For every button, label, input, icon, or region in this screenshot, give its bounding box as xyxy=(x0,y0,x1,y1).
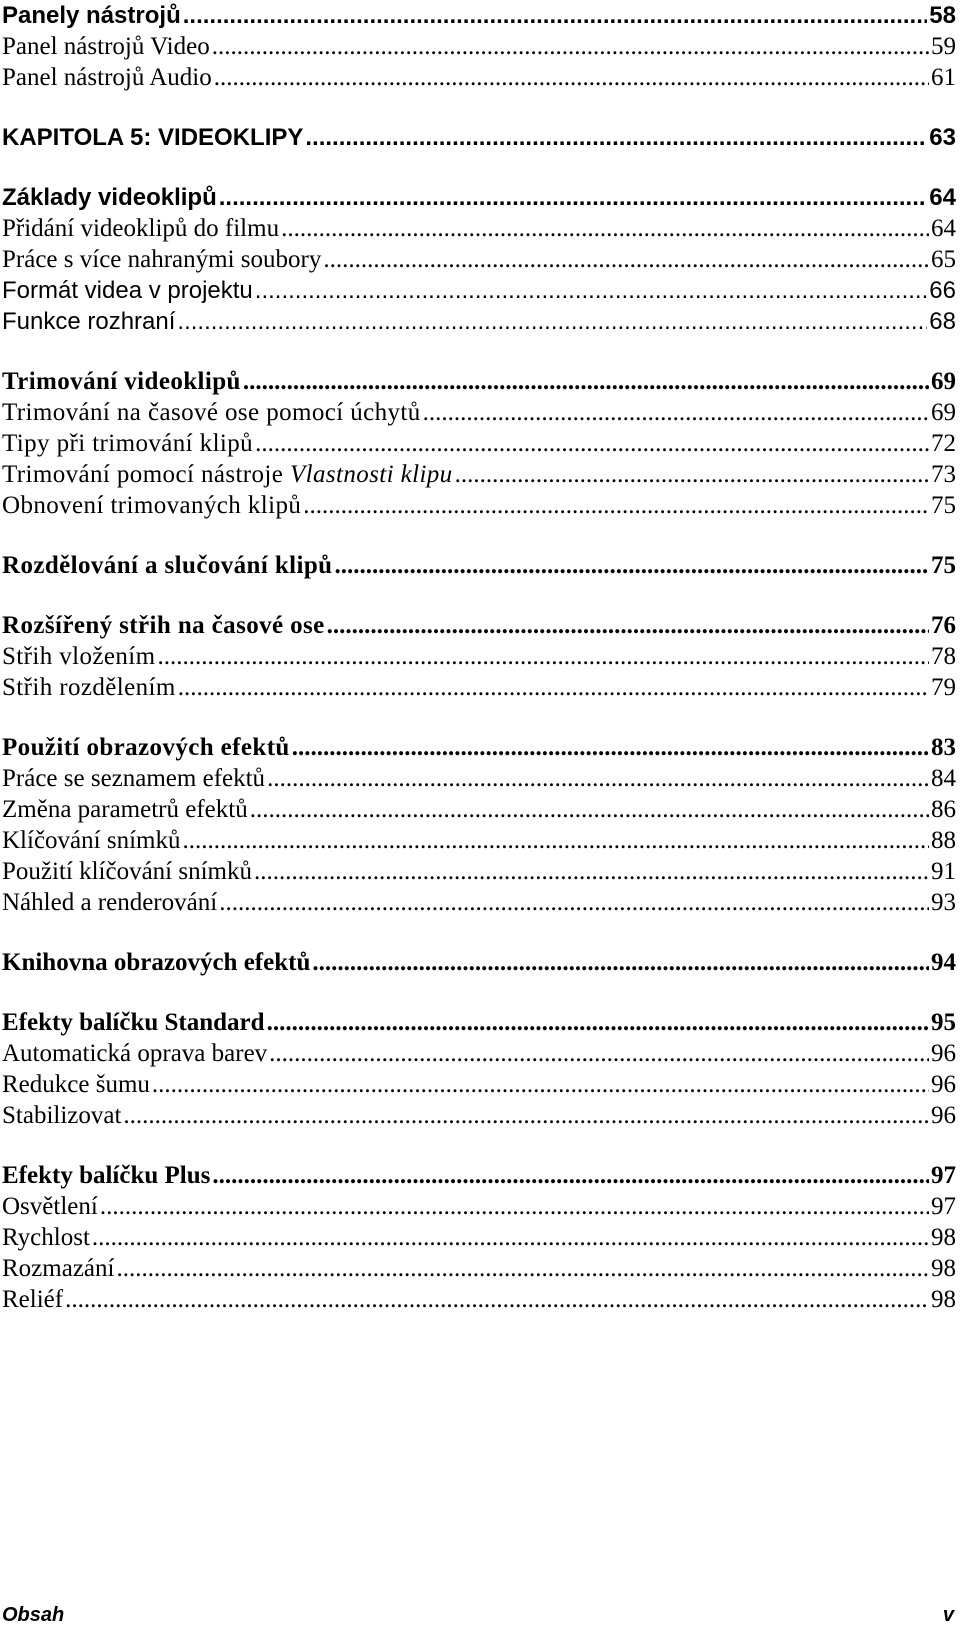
dot-leader xyxy=(158,641,929,672)
dot-leader xyxy=(312,947,929,978)
toc-entry[interactable] xyxy=(2,0,956,31)
toc-page-number: 66 xyxy=(929,277,956,304)
toc-entry[interactable] xyxy=(2,244,956,275)
toc-entry-title: KAPITOLA 5: VIDEOKLIPY xyxy=(2,124,304,151)
toc-entry-title: Práce s více nahranými soubory xyxy=(2,246,322,273)
dot-leader xyxy=(327,610,929,641)
toc-entry-title: Rozmazání xyxy=(2,1255,115,1282)
toc-page-number: 63 xyxy=(929,124,956,151)
toc-page-number: 58 xyxy=(929,2,956,29)
toc-entry[interactable] xyxy=(2,459,956,490)
toc-chapter-entry[interactable] xyxy=(2,122,956,153)
toc-entry[interactable] xyxy=(2,490,956,521)
toc-page-number: 95 xyxy=(931,1009,956,1036)
dot-leader xyxy=(65,1284,929,1315)
dot-leader xyxy=(219,887,929,918)
toc-entry-title: Střih rozdělením xyxy=(2,674,176,701)
toc-entry[interactable] xyxy=(2,275,956,306)
dot-leader xyxy=(255,275,928,306)
toc-entry[interactable] xyxy=(2,213,956,244)
toc-page-number: 65 xyxy=(931,246,956,273)
toc-entry[interactable] xyxy=(2,1284,956,1315)
toc-entry-title: Knihovna obrazových efektů xyxy=(2,949,311,976)
dot-leader xyxy=(305,122,927,153)
dot-leader xyxy=(267,1007,929,1038)
toc-entry[interactable] xyxy=(2,763,956,794)
toc-section-entry[interactable] xyxy=(2,550,956,581)
toc-section-entry[interactable] xyxy=(2,366,956,397)
toc-page-number: 98 xyxy=(931,1255,956,1282)
toc-entry-title: Rozšířený střih na časové ose xyxy=(2,612,325,639)
toc-entry[interactable] xyxy=(2,1100,956,1131)
dot-leader xyxy=(123,1100,929,1131)
dot-leader xyxy=(212,1160,929,1191)
toc-entry[interactable] xyxy=(2,1069,956,1100)
toc-entry[interactable] xyxy=(2,672,956,703)
toc-section-entry[interactable] xyxy=(2,947,956,978)
dot-leader xyxy=(269,1038,929,1069)
toc-page-number: 83 xyxy=(931,734,956,761)
toc-entry[interactable] xyxy=(2,1038,956,1069)
toc-page-number: 76 xyxy=(931,612,956,639)
toc-entry-title: Tipy při trimování klipů xyxy=(2,430,254,457)
dot-leader xyxy=(116,1253,929,1284)
dot-leader xyxy=(254,856,929,887)
toc-entry-title: Základy videoklipů xyxy=(2,184,217,211)
toc-entry[interactable] xyxy=(2,1253,956,1284)
dot-leader xyxy=(182,825,929,856)
toc-entry-title: Osvětlení xyxy=(2,1193,98,1220)
toc-section-entry[interactable] xyxy=(2,182,956,213)
toc-page-number: 97 xyxy=(931,1162,956,1189)
toc-entry-title: Funkce rozhraní xyxy=(2,308,176,335)
toc-entry-title: Efekty balíčku Plus xyxy=(2,1162,211,1189)
toc-entry[interactable] xyxy=(2,306,956,337)
toc-page-number: 86 xyxy=(931,796,956,823)
dot-leader xyxy=(178,672,929,703)
toc-entry-title: Střih vložením xyxy=(2,643,156,670)
toc-entry-title: Efekty balíčku Standard xyxy=(2,1009,265,1036)
dot-leader xyxy=(292,732,929,763)
toc-page-number: 64 xyxy=(931,215,956,242)
dot-leader xyxy=(152,1069,929,1100)
toc-page-number: 96 xyxy=(931,1071,956,1098)
toc-entry[interactable] xyxy=(2,794,956,825)
toc-page-number: 98 xyxy=(931,1224,956,1251)
toc-page-number: 72 xyxy=(931,430,956,457)
toc-entry-title: Trimování pomocí nástroje Vlastnosti klipu xyxy=(2,461,453,488)
dot-leader xyxy=(183,0,928,31)
toc-page-number: 93 xyxy=(931,889,956,916)
toc-page-number: 75 xyxy=(931,552,956,579)
dot-leader xyxy=(92,1222,929,1253)
toc-entry[interactable] xyxy=(2,428,956,459)
toc-page-number: 61 xyxy=(931,64,956,91)
toc-page-number: 59 xyxy=(931,33,956,60)
toc-page-number: 73 xyxy=(931,461,956,488)
dot-leader xyxy=(281,213,929,244)
footer-page-number: v xyxy=(942,1604,954,1626)
toc-entry-title: Panel nástrojů Video xyxy=(2,33,210,60)
dot-leader xyxy=(334,550,929,581)
toc-section-entry[interactable] xyxy=(2,1160,956,1191)
toc-entry-title: Panely nástrojů xyxy=(2,2,181,29)
toc-entry-title: Panel nástrojů Audio xyxy=(2,64,212,91)
dot-leader xyxy=(243,366,929,397)
dot-leader xyxy=(423,397,929,428)
toc-entry-title: Redukce šumu xyxy=(2,1071,150,1098)
toc-entry-title-italic: Vlastnosti klipu xyxy=(289,461,453,488)
toc-entry-title: Automatická oprava barev xyxy=(2,1040,268,1067)
toc-page-number: 88 xyxy=(931,827,956,854)
toc-entry[interactable] xyxy=(2,397,956,428)
toc-page-number: 69 xyxy=(931,368,956,395)
toc-entry[interactable] xyxy=(2,1191,956,1222)
toc-entry[interactable] xyxy=(2,62,956,93)
dot-leader xyxy=(455,459,929,490)
toc-page-number: 94 xyxy=(931,949,956,976)
toc-entry-title: Přidání videoklipů do filmu xyxy=(2,215,280,242)
toc-entry-title: Použití obrazových efektů xyxy=(2,734,290,761)
toc-section-entry[interactable] xyxy=(2,1007,956,1038)
dot-leader xyxy=(255,428,929,459)
dot-leader xyxy=(219,182,928,213)
toc-entry-title: Náhled a renderování xyxy=(2,889,218,916)
dot-leader xyxy=(250,794,929,825)
dot-leader xyxy=(212,31,929,62)
toc-entry-title: Obnovení trimovaných klipů xyxy=(2,492,302,519)
toc-entry[interactable] xyxy=(2,825,956,856)
toc-entry-title: Formát videa v projektu xyxy=(2,277,253,304)
toc-page-number: 98 xyxy=(931,1286,956,1313)
dot-leader xyxy=(323,244,929,275)
toc-entry-title: Práce se seznamem efektů xyxy=(2,765,266,792)
toc-entry-title: Stabilizovat xyxy=(2,1102,122,1129)
toc-entry-title: Klíčování snímků xyxy=(2,827,181,854)
toc-entry[interactable] xyxy=(2,887,956,918)
toc-entry-title: Rychlost xyxy=(2,1224,90,1251)
toc-page-number: 96 xyxy=(931,1040,956,1067)
toc-page-number: 64 xyxy=(929,184,956,211)
toc-page-number: 69 xyxy=(931,399,956,426)
toc-page-number: 75 xyxy=(931,492,956,519)
toc-entry-title: Reliéf xyxy=(2,1286,64,1313)
dot-leader xyxy=(303,490,929,521)
toc-entry-title: Trimování videoklipů xyxy=(2,368,241,395)
toc-page-number: 91 xyxy=(931,858,956,885)
dot-leader xyxy=(267,763,929,794)
toc-page-number: 78 xyxy=(931,643,956,670)
toc-page-number: 84 xyxy=(931,765,956,792)
page-footer xyxy=(2,1604,954,1627)
toc-entry[interactable] xyxy=(2,641,956,672)
toc-entry-title: Změna parametrů efektů xyxy=(2,796,248,823)
toc-entry-title: Trimování na časové ose pomocí úchytů xyxy=(2,399,421,426)
toc-section-entry[interactable] xyxy=(2,732,956,763)
dot-leader xyxy=(100,1191,929,1222)
toc-entry[interactable] xyxy=(2,31,956,62)
table-of-contents xyxy=(2,0,956,1315)
footer-section-title: Obsah xyxy=(2,1604,65,1626)
toc-entry[interactable] xyxy=(2,1222,956,1253)
toc-section-entry[interactable] xyxy=(2,610,956,641)
dot-leader xyxy=(177,306,927,337)
dot-leader xyxy=(214,62,929,93)
toc-entry[interactable] xyxy=(2,856,956,887)
toc-page-number: 96 xyxy=(931,1102,956,1129)
toc-page-number: 68 xyxy=(929,308,956,335)
toc-page-number: 79 xyxy=(931,674,956,701)
toc-page-number: 97 xyxy=(931,1193,956,1220)
toc-entry-title: Použití klíčování snímků xyxy=(2,858,252,885)
toc-entry-title: Rozdělování a slučování klipů xyxy=(2,552,333,579)
